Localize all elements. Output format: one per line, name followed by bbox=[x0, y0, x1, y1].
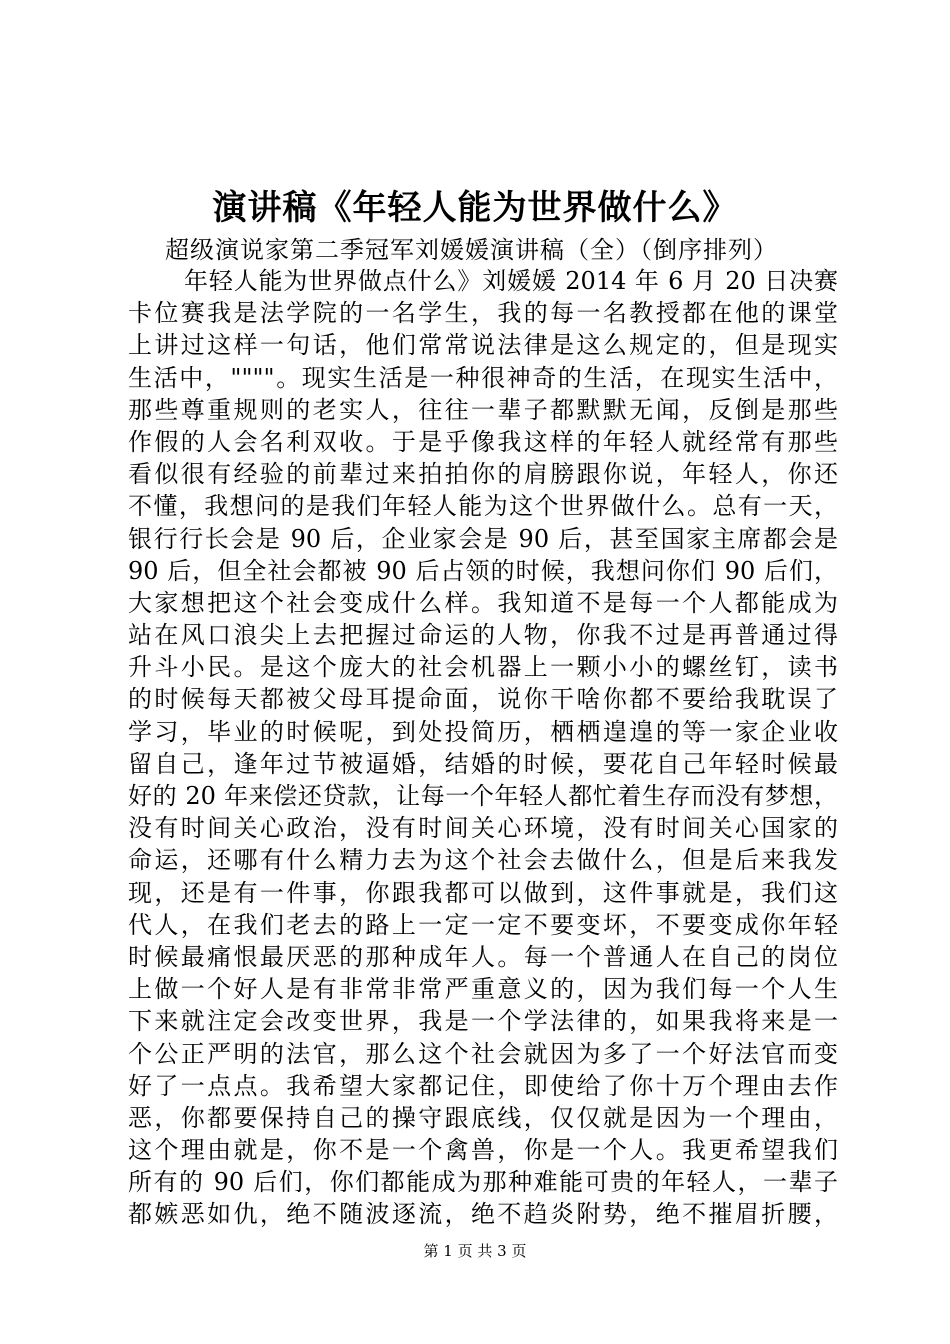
body-line: 时候最痛恨最厌恶的那种成年人。每一个普通人在自己的岗位 bbox=[128, 942, 838, 971]
body-line: 命运，还哪有什么精力去为这个社会去做什么，但是后来我发 bbox=[128, 846, 838, 875]
body-line: 恶，你都要保持自己的操守跟底线，仅仅就是因为一个理由， bbox=[128, 1103, 838, 1132]
body-line: 银行行长会是 90 后，企业家会是 90 后，甚至国家主席都会是 bbox=[128, 524, 838, 553]
body-line: 这个理由就是，你不是一个禽兽，你是一个人。我更希望我们 bbox=[128, 1136, 838, 1165]
body-line: 学习，毕业的时候呢，到处投简历，栖栖遑遑的等一家企业收 bbox=[128, 717, 838, 746]
body-line: 大家想把这个社会变成什么样。我知道不是每一个人都能成为 bbox=[128, 588, 838, 617]
body-line: 都嫉恶如仇，绝不随波逐流，绝不趋炎附势，绝不摧眉折腰， bbox=[128, 1200, 838, 1229]
body-line: 生活中，""""。现实生活是一种很神奇的生活，在现实生活中， bbox=[128, 363, 838, 392]
body-line: 站在风口浪尖上去把握过命运的人物，你我不过是再普通过得 bbox=[128, 621, 838, 650]
body-line: 个公正严明的法官，那么这个社会就因为多了一个好法官而变 bbox=[128, 1039, 838, 1068]
body-line: 那些尊重规则的老实人，往往一辈子都默默无闻，反倒是那些 bbox=[128, 395, 838, 424]
body-line: 所有的 90 后们，你们都能成为那种难能可贵的年轻人，一辈子 bbox=[128, 1168, 838, 1197]
body-line: 的时候每天都被父母耳提命面，说你干啥你都不要给我耽误了 bbox=[128, 685, 838, 714]
body-line: 不懂，我想问的是我们年轻人能为这个世界做什么。总有一天， bbox=[128, 492, 838, 521]
body-line: 好的 20 年来偿还贷款，让每一个年轻人都忙着生存而没有梦想， bbox=[128, 782, 838, 810]
document-body bbox=[128, 265, 838, 1231]
page-footer: 第 1 页 共 3 页 bbox=[423, 1242, 527, 1260]
body-line: 90 后，但全社会都被 90 后占领的时候，我想问你们 90 后们， bbox=[128, 556, 838, 585]
body-line: 年轻人能为世界做点什么》刘媛媛 2014 年 6 月 20 日决赛 bbox=[184, 267, 838, 295]
body-line: 升斗小民。是这个庞大的社会机器上一颗小小的螺丝钉，读书 bbox=[128, 653, 838, 682]
body-line: 没有时间关心政治，没有时间关心环境，没有时间关心国家的 bbox=[128, 814, 838, 843]
body-line: 作假的人会名利双收。于是乎像我这样的年轻人就经常有那些 bbox=[128, 427, 838, 456]
body-line: 代人，在我们老去的路上一定一定不要变坏，不要变成你年轻 bbox=[128, 910, 838, 939]
document-title: 演讲稿《年轻人能为世界做什么》 bbox=[212, 188, 738, 228]
body-line: 现，还是有一件事，你跟我都可以做到，这件事就是，我们这 bbox=[128, 878, 838, 907]
body-line: 下来就注定会改变世界，我是一个学法律的，如果我将来是一 bbox=[128, 1007, 838, 1036]
document-subtitle: 超级演说家第二季冠军刘媛媛演讲稿（全）（倒序排列） bbox=[165, 236, 778, 264]
body-line: 留自己，逢年过节被逼婚，结婚的时候，要花自己年轻时候最 bbox=[128, 749, 838, 778]
body-line: 好了一点点。我希望大家都记住，即使给了你十万个理由去作 bbox=[128, 1071, 838, 1100]
body-line: 看似很有经验的前辈过来拍拍你的肩膀跟你说，年轻人，你还 bbox=[128, 460, 838, 489]
body-line: 上做一个好人是有非常非常严重意义的，因为我们每一个人生 bbox=[128, 975, 838, 1004]
body-line: 卡位赛我是法学院的一名学生，我的每一名教授都在他的课堂 bbox=[128, 299, 838, 328]
body-line: 上讲过这样一句话，他们常常说法律是这么规定的，但是现实 bbox=[128, 331, 838, 360]
